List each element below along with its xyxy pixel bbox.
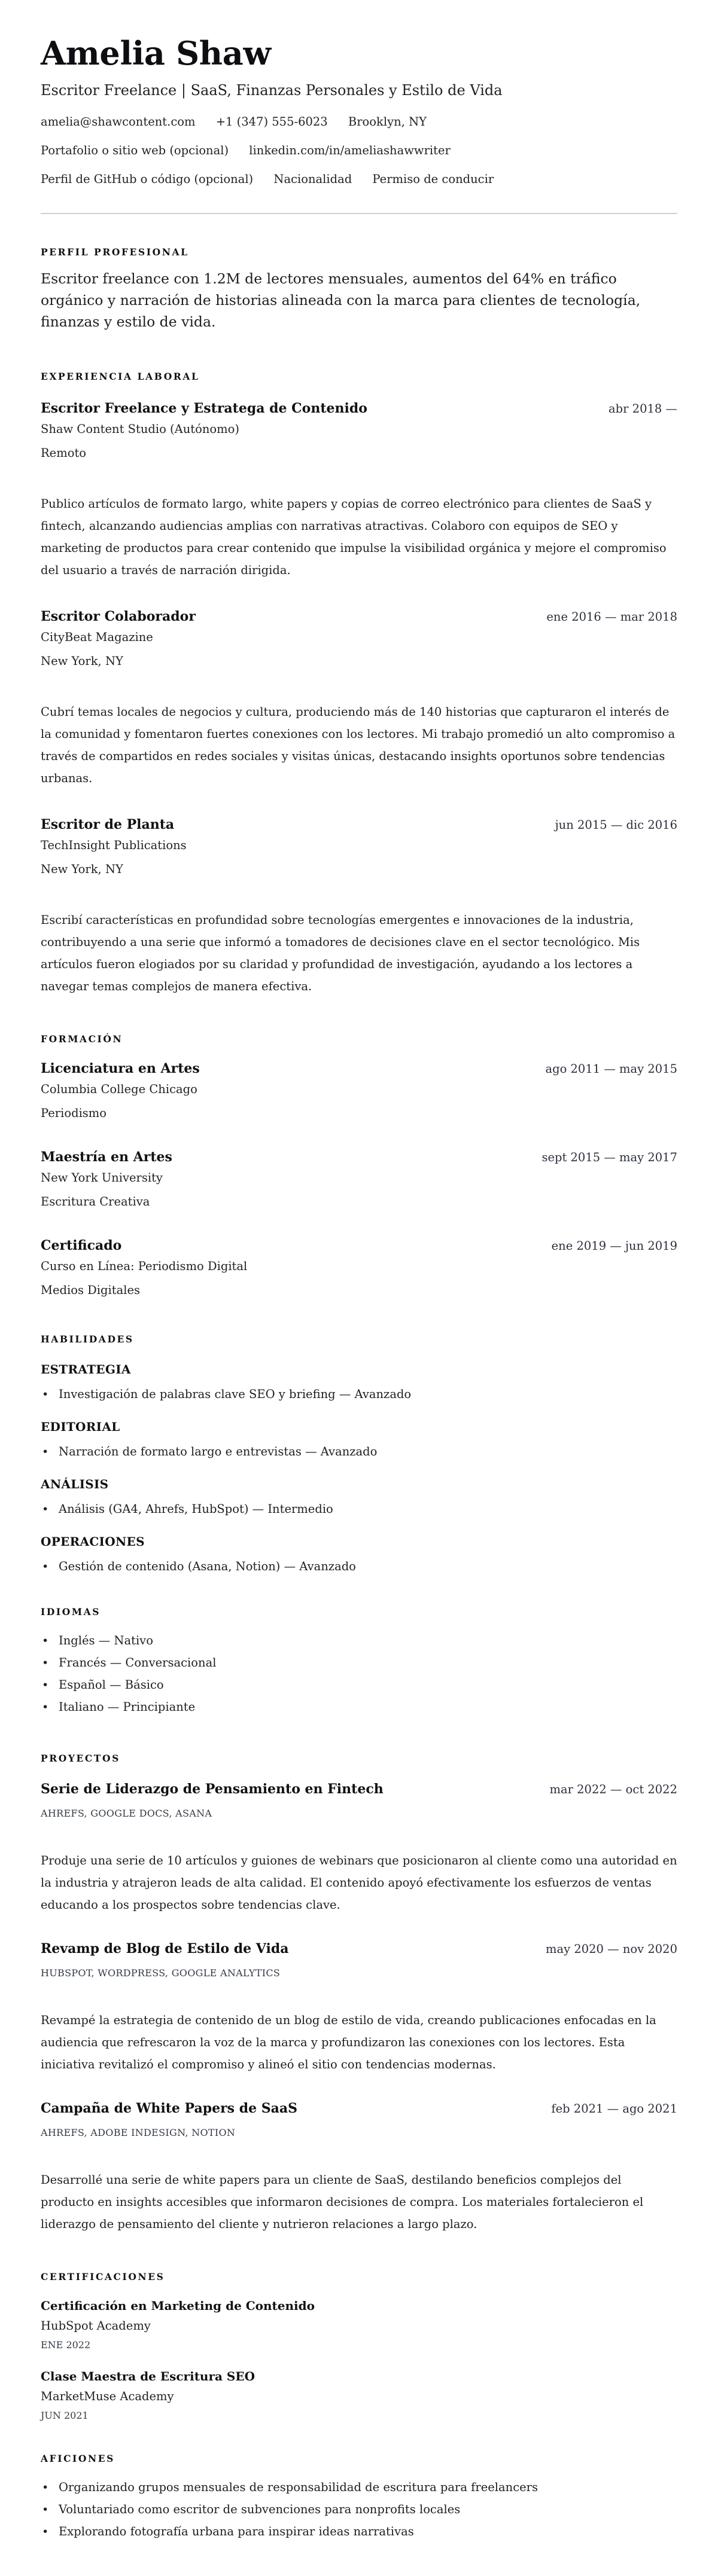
section-profile xyxy=(41,246,677,332)
job-location: Remoto xyxy=(41,446,87,460)
project-dates: may 2020 — nov 2020 xyxy=(546,1942,677,1956)
section-heading: AFICIONES xyxy=(41,2453,115,2464)
skill-group-title: ANÁLISIS xyxy=(41,1477,109,1491)
github-link[interactable]: Perfil de GitHub o código (opcional) xyxy=(41,172,254,186)
profile-summary: Escritor freelance con 1.2M de lectores mensuales, aumentos del 64% en tráfico orgánico y narración de historias alineada con la marca para clientes de tecnología, finanzas y estilo de vida. xyxy=(41,270,641,330)
language-item: • Español — Básico xyxy=(41,1677,677,1693)
job-dates: abr 2018 — xyxy=(609,402,677,416)
candidate-name: Amelia Shaw xyxy=(41,34,271,72)
education-dates: ago 2011 — may 2015 xyxy=(545,1062,677,1076)
section-experience xyxy=(41,371,677,997)
job-entry xyxy=(41,399,677,581)
job-description: Publico artículos de formato largo, white papers y copias de correo electrónico para clientes de SaaS y fintech, alcanzando audiencias amplias con narrativas atractivas. Colaboro con equipos de SEO y marketing de productos para crear contenido que impulse la visibilidad orgánica y mejore el compromiso del usuario a través de narración dirigida. xyxy=(41,497,667,577)
contact-row-1 xyxy=(41,114,677,130)
project-description: Produje una serie de 10 artículos y guiones de webinars que posicionaron al cliente como una autoridad en la industria y atrajeron leads de alta calidad. El contenido apoyó efectivamente los esfuerzos de ventas educando a los prospectos sobre tendencias clave. xyxy=(41,1854,677,1912)
project-dates: mar 2022 — oct 2022 xyxy=(549,1783,677,1796)
skill-group-title: EDITORIAL xyxy=(41,1420,120,1434)
project-entry xyxy=(41,1940,677,2076)
section-projects xyxy=(41,1753,677,2235)
section-heading: EXPERIENCIA LABORAL xyxy=(41,371,200,382)
field-of-study: Escritura Creativa xyxy=(41,1195,150,1208)
resume-header xyxy=(41,33,677,214)
skill-group-title: ESTRATEGIA xyxy=(41,1362,131,1376)
job-location: New York, NY xyxy=(41,654,123,668)
hobby-item: • Explorando fotografía urbana para inspirar ideas narrativas xyxy=(41,2523,677,2540)
project-description: Desarrollé una serie de white papers para un cliente de SaaS, destilando beneficios complejos del producto en insights accesibles que informaron decisiones de compra. Los materiales fortalecieron el liderazgo de pensamiento del cliente y nutrieron relaciones a largo plazo. xyxy=(41,2173,644,2231)
job-location: New York, NY xyxy=(41,862,123,876)
language-item: • Italiano — Principiante xyxy=(41,1699,677,1716)
skill-item: • Narración de formato largo e entrevistas — Avanzado xyxy=(41,1443,677,1460)
education-entry xyxy=(41,1237,677,1299)
certification-entry xyxy=(41,2368,677,2423)
linkedin-link[interactable]: linkedin.com/in/ameliashawwriter xyxy=(249,144,451,157)
location-text: Brooklyn, NY xyxy=(348,115,427,129)
certification-date: ENE 2022 xyxy=(41,2339,91,2351)
certification-date: JUN 2021 xyxy=(41,2410,89,2421)
section-education xyxy=(41,1033,677,1299)
phone-text: +1 (347) 555-6023 xyxy=(215,115,328,129)
certification-issuer: HubSpot Academy xyxy=(41,2319,151,2333)
project-entry xyxy=(41,2099,677,2235)
project-description: Revampé la estrategia de contenido de un blog de estilo de vida, creando publicaciones enfocadas en la audiencia que refrescaron la voz de la marca y profundizaron las conexiones con los lectores. Esta iniciativa revitalizó el compromiso y alineó el sitio con tendencias modernas. xyxy=(41,2013,656,2071)
hobby-item: • Voluntariado como escritor de subvenciones para nonprofits locales xyxy=(41,2501,677,2518)
job-entry xyxy=(41,608,677,789)
skill-group xyxy=(41,1533,677,1575)
degree-title: Licenciatura en Artes xyxy=(41,1061,200,1076)
job-company: Shaw Content Studio (Autónomo) xyxy=(41,422,239,436)
school-name: Columbia College Chicago xyxy=(41,1082,197,1096)
language-item: • Francés — Conversacional xyxy=(41,1655,677,1671)
skill-group xyxy=(41,1361,677,1403)
drivers-license-text: Permiso de conducir xyxy=(372,172,494,186)
job-title: Escritor Freelance y Estratega de Contenido xyxy=(41,401,367,416)
degree-title: Maestría en Artes xyxy=(41,1149,172,1165)
skill-item: • Análisis (GA4, Ahrefs, HubSpot) — Intermedio xyxy=(41,1501,677,1518)
section-skills xyxy=(41,1333,677,1575)
project-tools: AHREFS, GOOGLE DOCS, ASANA xyxy=(41,1808,212,1819)
field-of-study: Periodismo xyxy=(41,1106,107,1120)
header-divider xyxy=(41,213,677,214)
job-title: Escritor de Planta xyxy=(41,817,175,832)
section-heading: PERFIL PROFESIONAL xyxy=(41,246,189,258)
job-company: CityBeat Magazine xyxy=(41,630,153,644)
section-heading: HABILIDADES xyxy=(41,1333,134,1345)
job-dates: jun 2015 — dic 2016 xyxy=(555,818,677,832)
contact-row-2 xyxy=(41,142,677,159)
language-item: • Inglés — Nativo xyxy=(41,1632,677,1649)
portfolio-link[interactable]: Portafolio o sitio web (opcional) xyxy=(41,144,229,157)
email-link[interactable]: amelia@shawcontent.com xyxy=(41,115,196,129)
certification-issuer: MarketMuse Academy xyxy=(41,2389,174,2403)
candidate-headline: Escritor Freelance | SaaS, Finanzas Personales y Estilo de Vida xyxy=(41,82,503,99)
job-description: Cubrí temas locales de negocios y cultura, produciendo más de 140 historias que capturaron el interés de la comunidad y fomentaron fuertes conexiones con los lectores. Mi trabajo promedió un alto compromiso a través de compartidos en redes sociales y visitas únicas, destacando insights oportunos sobre tendencias urbanas. xyxy=(41,705,676,785)
section-heading: IDIOMAS xyxy=(41,1606,101,1617)
skill-group xyxy=(41,1476,677,1518)
education-entry xyxy=(41,1060,677,1122)
job-company: TechInsight Publications xyxy=(41,838,187,852)
project-entry xyxy=(41,1780,677,1916)
job-title: Escritor Colaborador xyxy=(41,609,196,624)
education-dates: sept 2015 — may 2017 xyxy=(541,1150,677,1164)
project-title: Serie de Liderazgo de Pensamiento en Fintech xyxy=(41,1781,384,1797)
job-entry xyxy=(41,816,677,997)
nationality-text: Nacionalidad xyxy=(273,172,352,186)
contact-row-3 xyxy=(41,171,677,188)
section-hobbies xyxy=(41,2453,677,2540)
education-dates: ene 2019 — jun 2019 xyxy=(551,1239,677,1253)
field-of-study: Medios Digitales xyxy=(41,1283,141,1297)
section-heading: FORMACIÓN xyxy=(41,1033,123,1045)
certification-title: Certificación en Marketing de Contenido xyxy=(41,2299,315,2313)
section-heading: CERTIFICACIONES xyxy=(41,2271,165,2282)
project-dates: feb 2021 — ago 2021 xyxy=(551,2102,677,2116)
certification-title: Clase Maestra de Escritura SEO xyxy=(41,2369,255,2383)
project-tools: HUBSPOT, WORDPRESS, GOOGLE ANALYTICS xyxy=(41,1967,281,1979)
section-heading: PROYECTOS xyxy=(41,1753,120,1764)
hobby-item: • Organizando grupos mensuales de responsabilidad de escritura para freelancers xyxy=(41,2479,677,2496)
section-languages xyxy=(41,1606,677,1716)
degree-title: Certificado xyxy=(41,1238,122,1253)
education-entry xyxy=(41,1148,677,1210)
school-name: Curso en Línea: Periodismo Digital xyxy=(41,1259,248,1273)
certification-entry xyxy=(41,2297,677,2352)
skill-item: • Investigación de palabras clave SEO y briefing — Avanzado xyxy=(41,1386,677,1403)
project-title: Revamp de Blog de Estilo de Vida xyxy=(41,1941,289,1957)
project-title: Campaña de White Papers de SaaS xyxy=(41,2101,298,2116)
skill-item: • Gestión de contenido (Asana, Notion) — Avanzado xyxy=(41,1558,677,1575)
job-dates: ene 2016 — mar 2018 xyxy=(546,610,677,624)
skill-group xyxy=(41,1418,677,1460)
section-certifications xyxy=(41,2271,677,2423)
project-tools: AHREFS, ADOBE INDESIGN, NOTION xyxy=(41,2127,236,2138)
job-description: Escribí características en profundidad sobre tecnologías emergentes e innovaciones de la industria, contribuyendo a una serie que informó a tomadores de decisiones clave en el sector tecnológico. Mis artículos fueron elogiados por su claridad y profundidad de investigación, ayudando a los lectores a navegar temas complejos de manera efectiva. xyxy=(41,913,640,993)
skill-group-title: OPERACIONES xyxy=(41,1534,145,1549)
school-name: New York University xyxy=(41,1171,163,1185)
